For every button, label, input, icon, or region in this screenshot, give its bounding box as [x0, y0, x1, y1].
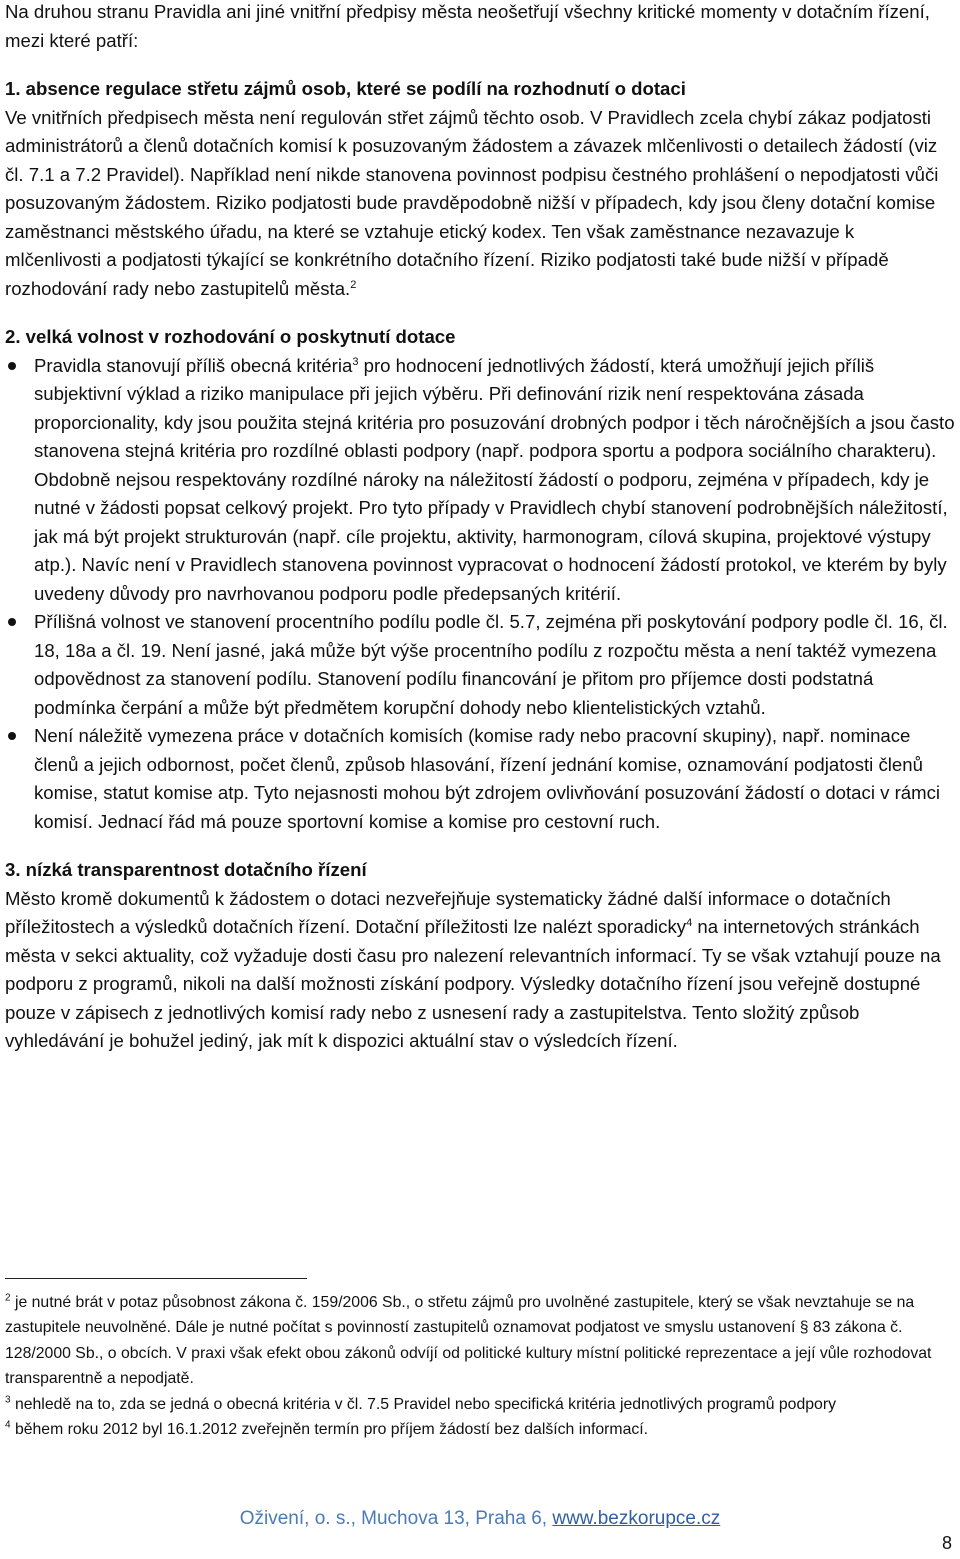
section-1-title: 1. absence regulace střetu zájmů osob, které se podílí na rozhodnutí o dotaci	[5, 78, 686, 99]
section-3-body	[5, 885, 955, 1056]
footnote-2	[5, 1290, 953, 1392]
footnote-ref-2[interactable]: 2	[350, 278, 357, 291]
footnote-ref-3[interactable]: 3	[352, 355, 359, 368]
footnote-separator	[5, 1278, 307, 1279]
footer-website-link[interactable]: www.bezkorupce.cz	[552, 1508, 721, 1529]
footnotes	[5, 1290, 953, 1442]
footnote-number: 4	[5, 1419, 11, 1431]
section-3-text-end: na internetových stránkách města v sekci aktuality, což vyžaduje dosti času pro nalezení relevantních informací. Ty se však vztahují pouze na podporu z programů, nikoli na další možnosti získání podpory. Výsledky dotačního řízení jsou veřejně dostupné pouze v zápisech z jednotlivých komisí rady nebo z usnesení rady a zastupitelstva. Tento složitý způsob vyhledávání je bohužel jediný, jak mít k dispozici aktuální stav o výsledcích řízení.	[5, 916, 941, 1051]
section-3-title: 3. nízká transparentnost dotačního řízení	[5, 859, 367, 880]
list-item	[5, 722, 955, 836]
list-item	[5, 608, 955, 722]
footnote-text: nehledě na to, zda se jedná o obecná kritéria v čl. 7.5 Pravidel nebo specifická kritéria jednotlivých programů podpory	[10, 1395, 836, 1413]
list-item	[5, 352, 955, 609]
footnote-text: během roku 2012 byl 16.1.2012 zveřejněn termín pro příjem žádostí bez dalších informací.	[10, 1421, 649, 1439]
intro-paragraph: Na druhou stranu Pravidla ani jiné vnitřní předpisy města neošetřují všechny kritické momenty v dotačním řízení, mezi které patří:	[5, 1, 930, 51]
document-page	[5, 0, 955, 1056]
footnote-text: je nutné brát v potaz působnost zákona č. 159/2006 Sb., o střetu zájmů pro uvolněné zastupitele, který se však nevztahuje se na zastupitele neuvolněné. Dále je nutné počítat s povinností zastupitelů oznamovat podjatost ve smyslu ustanovení § 83 zákona č. 128/2000 Sb., o obcích. V praxi však efekt obou zákonů odvíjí od politické kultury místní politické reprezentace a její vůle rozhodovat transparentně a nepodjatě.	[5, 1294, 932, 1388]
bullet-1-text-end: pro hodnocení jednotlivých žádostí, která umožňují jejich příliš subjektivní výklad a riziko manipulace při jejich výběru. Při definování rizik není respektována zásada proporcionality, kdy jsou použita stejná kritéria pro posuzování drobných podpor i těch náročnějších a jsou často stanovena stejná kritéria pro rozdílné oblasti podpory (např. podpora sportu a podpora sociálního charakteru). Obdobně nejsou respektovány rozdílné nároky na náležitostí žádostí o podporu, zejména v případech, kdy je nutné v žádosti popsat celkový projekt. Pro tyto případy v Pravidlech chybí stanovení podrobnějších náležitostí, jak má být projekt strukturován (např. cíle projektu, aktivity, harmonogram, cílová skupina, projektové výstupy atp.). Navíc není v Pravidlech stanovena povinnost vypracovat o hodnocení žádostí protokol, ve kterém by byly uvedeny důvody pro navrhovanou podporu podle předepsaných kritérií.	[34, 354, 955, 604]
footnote-ref-4[interactable]: 4	[686, 916, 693, 929]
footer-organization: Oživení, o. s., Muchova 13, Praha 6,	[239, 1508, 553, 1529]
footnote-number: 2	[5, 1292, 11, 1304]
footnote-3	[5, 1392, 953, 1417]
section-1-text: Ve vnitřních předpisech města není regulován střet zájmů těchto osob. V Pravidlech zcela chybí zákaz podjatosti administrátorů a členů dotačních komisí k posuzovaným žádostem a závazek mlčenlivosti o detailech žádostí (viz čl. 7.1 a 7.2 Pravidel). Například není nikde stanovena povinnost podpisu čestného prohlášení o nepodjatosti vůči posuzovaným žádostem. Riziko podjatosti bude pravděpodobně nižší v případech, kdy jsou členy dotační komise zaměstnanci městského úřadu, na které se vztahuje etický kodex. Ten však zaměstnance nezavazuje k mlčenlivosti a podjatosti týkající se konkrétního dotačního řízení. Riziko podjatosti také bude nižší v případě rozhodování rady nebo zastupitelů města.	[5, 106, 939, 299]
bullet-icon	[8, 618, 16, 626]
page-footer	[0, 1508, 960, 1530]
bullet-3-text: Není náležitě vymezena práce v dotačních komisích (komise rady nebo pracovní skupiny), např. nominace členů a jejich odbornost, počet členů, způsob hlasování, řízení jednání komise, oznamování podjatosti členů komise, statut komise atp. Tyto nejasnosti mohou být zdrojem ovlivňování posuzování žádostí o dotaci v rámci komisí. Jednací řád má pouze sportovní komise a komise pro cestovní ruch.	[34, 725, 941, 832]
footnote-number: 3	[5, 1394, 11, 1406]
section-2-title: 2. velká volnost v rozhodování o poskytnutí dotace	[5, 326, 456, 347]
section-3-text-start: Město kromě dokumentů k žádostem o dotaci nezveřejňuje systematicky žádné další informace o dotačních příležitostech a výsledků dotačních řízení. Dotační příležitosti lze nalézt sporadicky	[5, 887, 891, 937]
footnote-4	[5, 1417, 953, 1442]
bullet-icon	[8, 362, 16, 370]
bullet-icon	[8, 732, 16, 740]
section-1-body	[5, 104, 955, 304]
bullet-1-text-start: Pravidla stanovují příliš obecná kritéria	[34, 354, 353, 376]
page-number: 8	[941, 1533, 952, 1553]
section-2-bullet-list	[5, 352, 955, 837]
bullet-2-text: Přílišná volnost ve stanovení procentního podílu podle čl. 5.7, zejména při poskytování podpory podle čl. 16, čl. 18, 18a a čl. 19. Není jasné, jaká může být výše procentního podílu z rozpočtu města a není taktéž vymezena odpovědnost za stanovení podílu. Stanovení podílu financování je přitom pro příjemce dosti podstatná podmínka čerpání a může být předmětem korupční dohody nebo klientelistických vztahů.	[34, 611, 948, 718]
